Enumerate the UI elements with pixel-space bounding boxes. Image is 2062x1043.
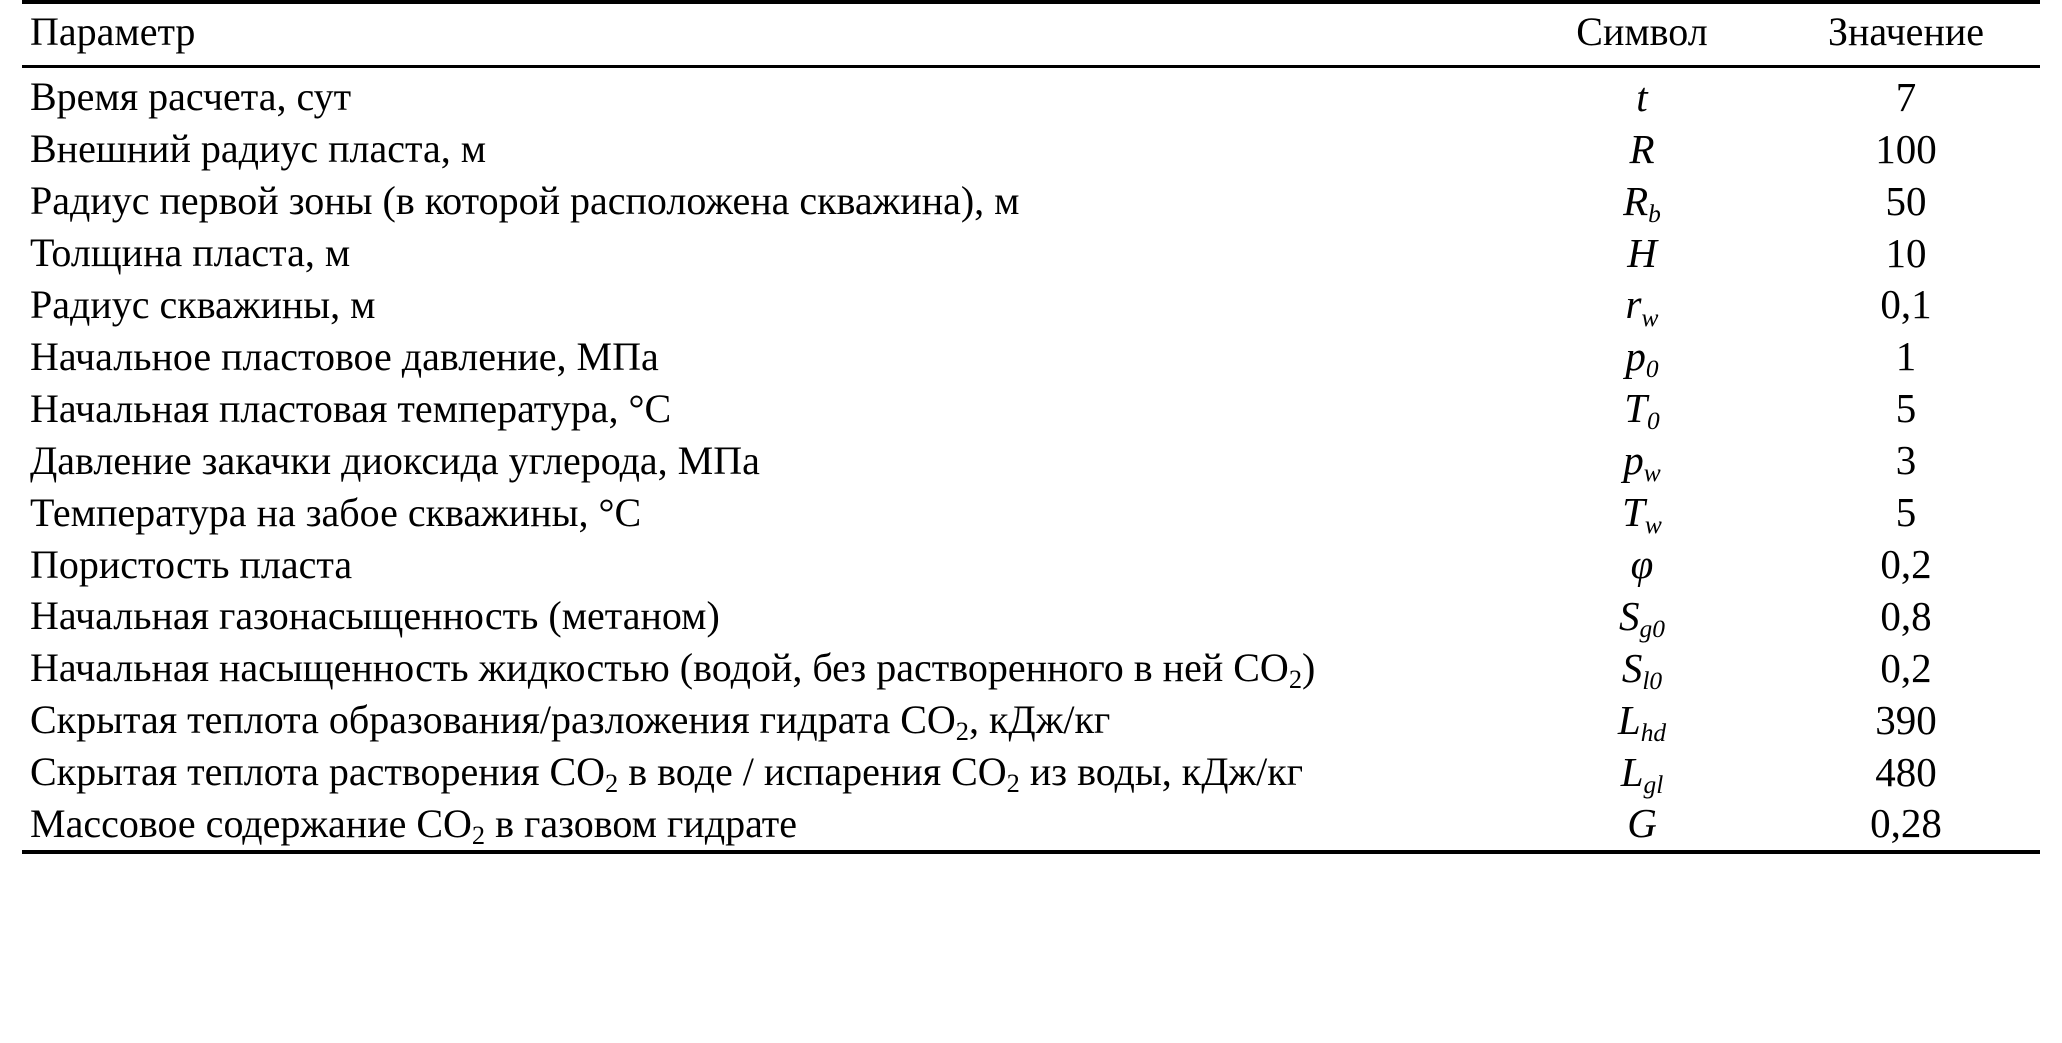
cell-symbol xyxy=(1512,66,1772,123)
symbol-text: $T_w$ xyxy=(1622,489,1662,540)
parameter-text: Радиус скважины, м xyxy=(30,281,376,327)
table-row xyxy=(22,487,2040,539)
cell-symbol xyxy=(1512,798,1772,852)
cell-parameter xyxy=(22,176,1512,228)
value-text: 50 xyxy=(1885,177,1927,224)
cell-parameter xyxy=(22,695,1512,747)
column-header-value: Значение xyxy=(1827,9,1985,54)
cell-parameter xyxy=(22,66,1512,123)
symbol-text: t xyxy=(1636,73,1648,120)
cell-parameter xyxy=(22,747,1512,799)
cell-parameter xyxy=(22,539,1512,591)
cell-value xyxy=(1772,124,2040,176)
value-text: 0,2 xyxy=(1880,540,1932,587)
parameter-text: Время расчета, сут xyxy=(30,74,352,120)
cell-symbol xyxy=(1512,695,1772,747)
cell-symbol xyxy=(1512,591,1772,643)
value-text: 0,1 xyxy=(1880,281,1932,328)
symbol-text: $r_w$ xyxy=(1625,281,1659,332)
cell-value xyxy=(1772,643,2040,695)
cell-value xyxy=(1772,695,2040,747)
cell-value xyxy=(1772,798,2040,852)
table-row xyxy=(22,279,2040,331)
table-header xyxy=(22,2,2040,66)
table-row xyxy=(22,435,2040,487)
table-row xyxy=(22,643,2040,695)
cell-parameter xyxy=(22,487,1512,539)
cell-value xyxy=(1772,487,2040,539)
cell-symbol xyxy=(1512,228,1772,280)
table-row xyxy=(22,66,2040,123)
parameter-text: Скрытая теплота растворения $CO_2$ в воде / испарения $CO_2$ из воды, кДж/кг xyxy=(30,749,1304,798)
cell-parameter xyxy=(22,124,1512,176)
value-text: 3 xyxy=(1895,437,1917,484)
symbol-text: R xyxy=(1629,125,1655,172)
parameter-text: Давление закачки диоксида углерода, МПа xyxy=(30,437,760,483)
cell-value xyxy=(1772,228,2040,280)
table-row xyxy=(22,331,2040,383)
parameter-text: Толщина пласта, м xyxy=(30,230,351,276)
value-text: 480 xyxy=(1875,748,1937,795)
parameter-text: Пористость пласта xyxy=(30,541,353,587)
parameter-text: Начальная газонасыщенность (метаном) xyxy=(30,593,720,639)
table-row xyxy=(22,695,2040,747)
cell-parameter xyxy=(22,331,1512,383)
cell-value xyxy=(1772,331,2040,383)
parameter-text: Начальная насыщенность жидкостью (водой, без растворенного в ней $CO_2$) xyxy=(30,645,1316,695)
cell-value xyxy=(1772,435,2040,487)
cell-value xyxy=(1772,176,2040,228)
cell-symbol xyxy=(1512,383,1772,435)
symbol-text: $T_0$ xyxy=(1624,385,1660,436)
symbol-text: $p_0$ xyxy=(1625,333,1659,384)
column-header-symbol: Символ xyxy=(1576,9,1708,54)
table-row xyxy=(22,591,2040,643)
cell-parameter xyxy=(22,279,1512,331)
cell-parameter xyxy=(22,383,1512,435)
parameter-text: Начальная пластовая температура, °C xyxy=(30,385,672,431)
parameter-text: Температура на забое скважины, °C xyxy=(30,489,642,535)
parameters-table xyxy=(22,0,2040,854)
cell-parameter xyxy=(22,435,1512,487)
table-row xyxy=(22,176,2040,228)
symbol-text: $p_w$ xyxy=(1623,437,1661,488)
table-row xyxy=(22,798,2040,852)
symbol-text: $L_{hd}$ xyxy=(1617,696,1667,747)
value-text: 100 xyxy=(1875,125,1937,172)
cell-value xyxy=(1772,66,2040,123)
cell-value xyxy=(1772,747,2040,799)
symbol-text: φ xyxy=(1630,540,1654,587)
cell-symbol xyxy=(1512,331,1772,383)
cell-parameter xyxy=(22,798,1512,852)
symbol-text: G xyxy=(1627,800,1657,847)
cell-value xyxy=(1772,279,2040,331)
cell-symbol xyxy=(1512,643,1772,695)
symbol-text: H xyxy=(1627,229,1657,276)
cell-symbol xyxy=(1512,279,1772,331)
table-row xyxy=(22,539,2040,591)
cell-symbol xyxy=(1512,124,1772,176)
value-text: 7 xyxy=(1895,73,1917,120)
value-text: 1 xyxy=(1895,333,1917,380)
value-text: 5 xyxy=(1895,489,1917,536)
column-header-param: Параметр xyxy=(30,9,196,54)
cell-parameter xyxy=(22,643,1512,695)
cell-symbol xyxy=(1512,176,1772,228)
cell-value xyxy=(1772,591,2040,643)
value-text: 0,8 xyxy=(1880,592,1932,639)
cell-parameter xyxy=(22,228,1512,280)
cell-symbol xyxy=(1512,435,1772,487)
symbol-text: $S_{g0}$ xyxy=(1619,592,1665,643)
parameter-text: Скрытая теплота образования/разложения гидрата $CO_2$, кДж/кг xyxy=(30,697,1111,747)
parameter-text: Радиус первой зоны (в которой расположена скважина), м xyxy=(30,178,1020,224)
table-row xyxy=(22,228,2040,280)
symbol-text: $L_{gl}$ xyxy=(1620,748,1664,799)
table-row xyxy=(22,383,2040,435)
table-body xyxy=(22,66,2040,852)
symbol-text: $R_b$ xyxy=(1623,177,1661,228)
value-text: 5 xyxy=(1895,385,1917,432)
value-text: 10 xyxy=(1885,229,1927,276)
cell-symbol xyxy=(1512,539,1772,591)
parameter-text: Внешний радиус пласта, м xyxy=(30,126,487,172)
cell-symbol xyxy=(1512,487,1772,539)
value-text: 0,2 xyxy=(1880,644,1932,691)
parameter-text: Начальное пластовое давление, МПа xyxy=(30,333,659,379)
table-row xyxy=(22,124,2040,176)
cell-symbol xyxy=(1512,747,1772,799)
cell-parameter xyxy=(22,591,1512,643)
parameter-text: Массовое содержание $CO_2$ в газовом гидрате xyxy=(30,801,798,850)
table-row xyxy=(22,747,2040,799)
cell-value xyxy=(1772,383,2040,435)
cell-value xyxy=(1772,539,2040,591)
value-text: 390 xyxy=(1875,696,1937,743)
symbol-text: $S_{l0}$ xyxy=(1621,644,1663,695)
value-text: 0,28 xyxy=(1870,800,1942,847)
